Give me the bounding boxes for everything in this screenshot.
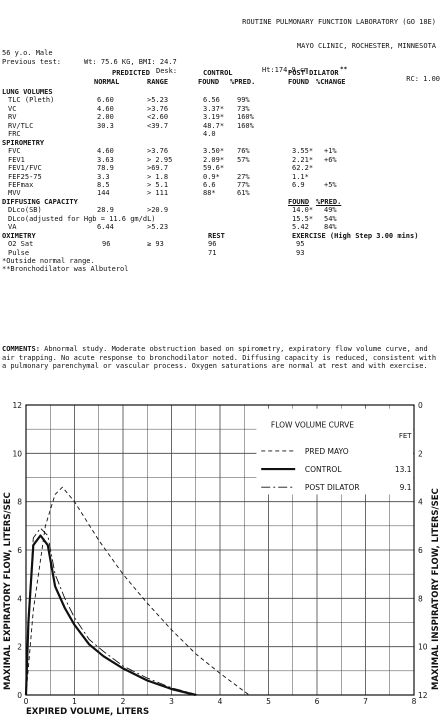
row-pct-pred: 27% [237, 172, 250, 181]
pct-pred-header: %PRED. [230, 78, 256, 86]
table-row [2, 147, 442, 156]
row-name: DLco(adjusted for Hgb = 11.6 gm/dL) [8, 214, 156, 223]
x-tick-label: 7 [363, 697, 368, 706]
diffusing-found-header: FOUND [288, 197, 310, 206]
table-row [2, 164, 442, 173]
row-pct-pred: 73% [237, 104, 250, 113]
row-pct-change: +6% [324, 155, 337, 164]
footnote-2-row [2, 265, 442, 274]
footnote-bronchodilator: **Bronchodilator was Albuterol [2, 265, 129, 274]
x-tick-label: 2 [120, 697, 126, 706]
row-rest: 96 [208, 240, 217, 249]
table-row [2, 156, 442, 165]
row-normal: 96 [102, 240, 111, 249]
diffusing-heading-row [2, 198, 442, 207]
row-name: FEV1 [8, 155, 25, 164]
table-row [2, 189, 442, 198]
row-found: 3.19* [203, 113, 225, 122]
legend-fet-value: 9.1 [399, 483, 412, 493]
post-found-header: FOUND [288, 78, 310, 86]
row-range: > 2.95 [147, 155, 173, 164]
row-range: <2.60 [147, 113, 169, 122]
row-range: >20.9 [147, 206, 169, 215]
y-axis-label-right: MAXIMAL INSPIRATORY FLOW, LITERS/SEC [431, 488, 441, 690]
row-pct-pred: 57% [237, 155, 250, 164]
legend-entry: PRED MAYO [304, 446, 349, 456]
row-found: 3.37* [203, 104, 225, 113]
desk-label: Desk: [156, 66, 178, 75]
row-pct-pred: 160% [237, 121, 254, 130]
row-name: VC [8, 104, 17, 113]
predicted-header: PREDICTED [112, 69, 150, 77]
row-exercise: 95 [296, 240, 305, 249]
row-post-found: 6.9 [292, 180, 305, 189]
y-tick-label-left: 0 [17, 691, 22, 700]
lung-volumes-heading-row [2, 88, 442, 97]
table-row [2, 130, 442, 139]
x-tick-label: 4 [217, 697, 223, 706]
found-header: FOUND [198, 78, 220, 86]
row-normal: 4.60 [97, 147, 114, 156]
row-normal: 6.60 [97, 96, 114, 105]
x-tick-label: 1 [72, 697, 77, 706]
table-row [2, 105, 442, 114]
series-line-pred-mayo [26, 487, 249, 695]
row-found: 48.7* [203, 121, 225, 130]
row-range: > 1.8 [147, 172, 169, 181]
diffusing-heading: DIFFUSING CAPACITY [2, 197, 78, 206]
x-tick-label: 8 [411, 697, 417, 706]
legend-entry: POST DILATOR [304, 483, 360, 493]
patient-age-sex: 56 y.o. Male [2, 49, 53, 58]
row-normal: 2.00 [97, 113, 114, 122]
row-normal: 30.3 [97, 121, 114, 130]
row-range: >5.23 [147, 223, 169, 232]
row-found: 88* [203, 189, 216, 198]
legend-fet-value: 13.1 [394, 465, 412, 475]
series-line-post-dilator [26, 528, 198, 695]
row-found: 3.50* [203, 147, 225, 156]
row-name: VA [8, 223, 17, 232]
pct-change-header: %CHANGE [316, 78, 346, 86]
flow-volume-chart [0, 393, 444, 717]
x-tick-label: 5 [266, 697, 271, 706]
y-axis-label-left: MAXIMAL EXPIRATORY FLOW, LITERS/SEC [3, 492, 13, 690]
table-row [2, 122, 442, 131]
row-found: 2.09* [203, 155, 225, 164]
comments-block [2, 345, 442, 371]
row-post-found: 62.2* [292, 164, 314, 173]
row-range: >3.76 [147, 104, 169, 113]
legend-fet-header: FET [398, 432, 412, 441]
row-name: RV/TLC [8, 121, 34, 130]
post-dilator-header: POST-DILATOR [288, 69, 339, 77]
row-normal: 4.60 [97, 104, 114, 113]
diffusing-pct-header: %PRED. [316, 197, 342, 206]
row-name: DLco(SB) [8, 206, 42, 215]
row-found: 59.6* [203, 164, 225, 173]
y-tick-label-left: 6 [17, 546, 22, 555]
row-pct-change: +1% [324, 147, 337, 156]
y-tick-label-right: 6 [418, 546, 423, 555]
table-row [2, 223, 442, 232]
row-range: <39.7 [147, 121, 169, 130]
row-exercise: 93 [296, 248, 305, 257]
spirometry-heading-row [2, 139, 442, 148]
table-row [2, 215, 442, 224]
y-tick-label-left: 8 [17, 497, 22, 507]
y-tick-label-left: 2 [17, 642, 22, 652]
table-row [2, 240, 442, 249]
row-pct-change: +5% [324, 180, 337, 189]
row-name: FRC [8, 130, 21, 139]
lab-title: ROUTINE PULMONARY FUNCTION LABORATORY (GO 18E) [242, 18, 436, 26]
row-pct-pred: 77% [237, 180, 250, 189]
rc-value: RC: 1.00 [406, 75, 440, 84]
y-tick-label-right: 12 [418, 691, 428, 700]
pft-table [2, 88, 442, 338]
row-name: FEV1/FVC [8, 164, 42, 173]
table-row [2, 113, 442, 122]
x-tick-label: 0 [23, 697, 29, 706]
row-name: FVC [8, 147, 21, 156]
row-found: 5.42 [292, 223, 309, 232]
chart-title: FLOW VOLUME CURVE [270, 420, 355, 430]
row-range: ≥ 93 [147, 240, 164, 249]
row-name: FEFmax [8, 180, 34, 189]
y-tick-label-right: 4 [418, 497, 423, 507]
row-pct-pred: 76% [237, 147, 250, 156]
row-found: 14.0* [292, 206, 314, 215]
row-normal: 78.9 [97, 164, 114, 173]
row-normal: 6.44 [97, 223, 114, 232]
exercise-header: EXERCISE (High Step 3.00 mins) [292, 231, 419, 240]
row-range: > 5.1 [147, 180, 169, 189]
range-header: RANGE [147, 78, 169, 86]
row-normal: 8.5 [97, 180, 110, 189]
y-tick-label-right: 0 [418, 401, 423, 410]
row-range: >5.23 [147, 96, 169, 105]
row-post-found: 1.1* [292, 172, 309, 181]
y-tick-label-right: 8 [418, 594, 423, 604]
normal-header: NORMAL [94, 78, 120, 86]
y-tick-label-left: 10 [12, 449, 22, 459]
y-tick-label-left: 4 [17, 594, 22, 604]
y-tick-label-left: 12 [12, 401, 22, 410]
row-found: 0.9* [203, 172, 220, 181]
x-tick-label: 6 [314, 697, 320, 706]
lung-volumes-heading: LUNG VOLUMES [2, 88, 53, 96]
rest-header: REST [208, 231, 225, 240]
row-range: >3.76 [147, 147, 169, 156]
row-name: MVV [8, 189, 21, 198]
footnote-1-row [2, 257, 442, 266]
row-pct-pred: 49% [324, 206, 337, 215]
x-tick-label: 3 [169, 697, 174, 706]
table-row [2, 181, 442, 190]
legend-entry: CONTROL [304, 465, 342, 475]
flow-volume-svg [0, 393, 444, 717]
row-found: 6.56 [203, 96, 220, 105]
row-post-found: 3.55* [292, 147, 314, 156]
x-axis-label: EXPIRED VOLUME, LITERS [26, 707, 150, 717]
table-row [2, 249, 442, 258]
row-name: RV [8, 113, 17, 122]
row-range: >69.7 [147, 164, 169, 173]
row-normal: 28.9 [97, 206, 114, 215]
lab-location: MAYO CLINIC, ROCHESTER, MINNESOTA [296, 42, 436, 50]
table-row [2, 206, 442, 215]
row-normal: 3.63 [97, 155, 114, 164]
row-pct-pred: 61% [237, 189, 250, 198]
post-dilator-mark: ** [340, 66, 348, 73]
patient-weight-bmi: Wt: 75.6 KG, BMI: 24.7 [84, 57, 177, 66]
row-name: O2 Sat [8, 240, 34, 249]
oximetry-heading: OXIMETRY [2, 231, 36, 240]
y-tick-label-right: 10 [418, 642, 428, 652]
table-row [2, 173, 442, 182]
column-headers [2, 66, 442, 89]
row-pct-pred: 160% [237, 113, 254, 122]
row-found: 4.0 [203, 130, 216, 139]
patient-height: Ht:174.9 cm [262, 66, 309, 75]
table-row [2, 96, 442, 105]
footnote-outside-range: *Outside normal range. [2, 257, 95, 265]
row-name: TLC (Pleth) [8, 96, 55, 105]
row-range: > 111 [147, 189, 169, 198]
previous-test-label: Previous test: [2, 58, 62, 67]
row-pct-pred: 84% [324, 223, 337, 232]
row-pct-pred: 54% [324, 214, 337, 223]
comments-label: COMMENTS: [2, 345, 40, 353]
row-name: FEF25-75 [8, 172, 42, 181]
row-pct-pred: 99% [237, 96, 250, 105]
row-found: 6.6 [203, 180, 216, 189]
row-rest: 71 [208, 248, 217, 257]
row-normal: 144 [97, 189, 110, 198]
row-name: Pulse [8, 248, 30, 257]
row-normal: 3.3 [97, 172, 110, 181]
y-tick-label-right: 2 [418, 449, 423, 459]
row-found: 15.5* [292, 214, 314, 223]
spirometry-heading: SPIROMETRY [2, 138, 45, 147]
control-header: CONTROL [203, 69, 233, 77]
oximetry-heading-row [2, 232, 442, 241]
row-post-found: 2.21* [292, 155, 314, 164]
comments-text: Abnormal study. Moderate obstruction based on spirometry, expiratory flow volume curve, and air trapping. No acute response to bronchodilator noted. Diffusing capacity is reduced, consistent with a pulmonary parenchymal or vascular process. Oxygen saturations are normal at rest and with exercise. [2, 345, 437, 371]
